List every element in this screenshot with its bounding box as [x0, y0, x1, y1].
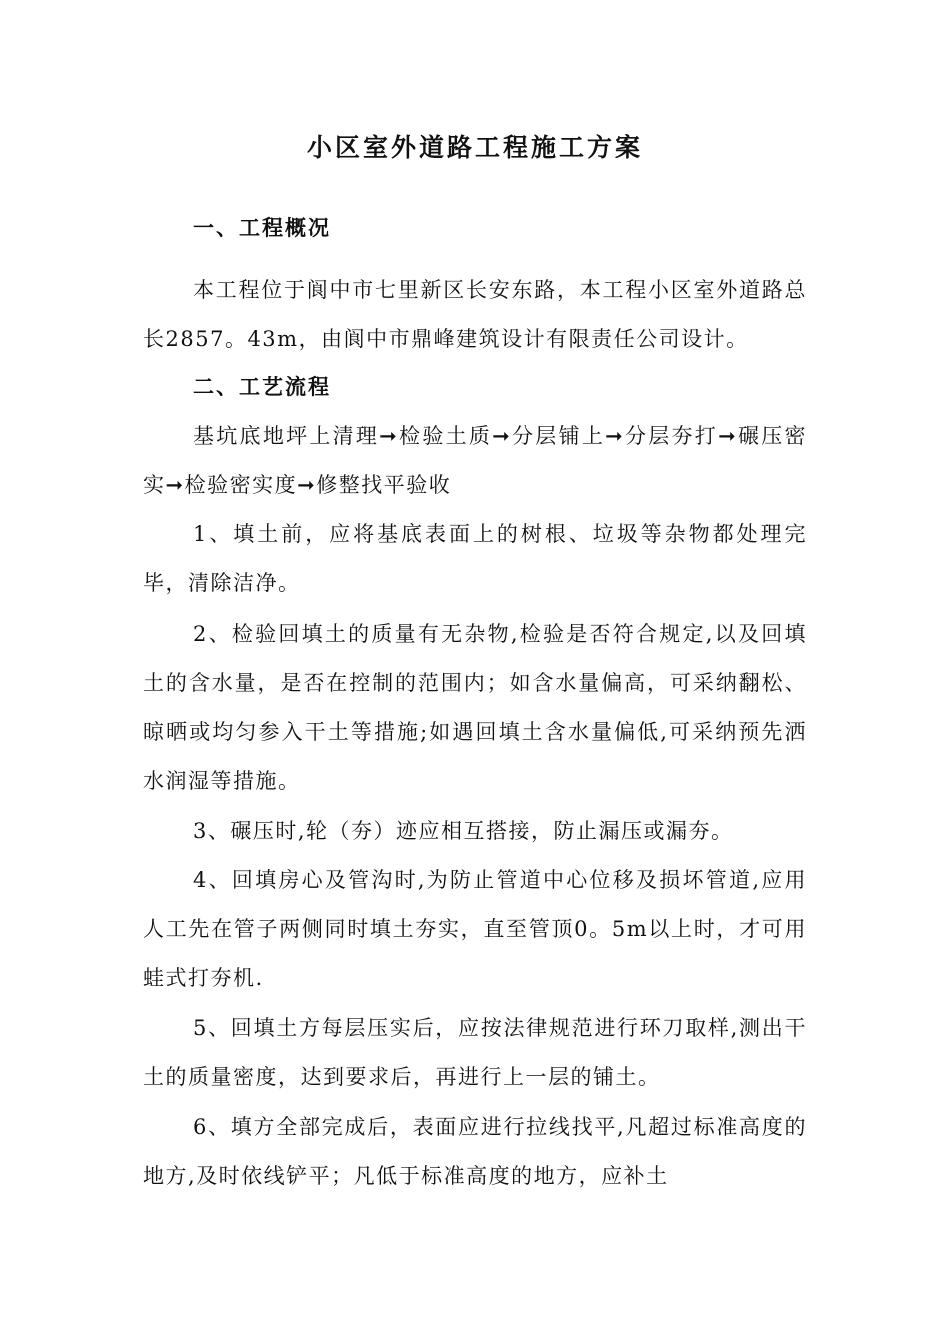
- process-item-3: 3、碾压时,轮（夯）迹应相互搭接，防止漏压或漏夯。: [193, 819, 734, 843]
- process-flow-paragraph: 基坑底地坪上清理➞检验土质➞分层铺上➞分层夯打➞碾压密实➞检验密实度➞修整找平验收: [143, 424, 807, 497]
- process-item-4: 4、回填房心及管沟时,为防止管道中心位移及损坏管道,应用人工先在管子两侧同时填土夯实，直至管顶0。5m以上时，才可用蛙式打夯机.: [143, 868, 807, 990]
- process-item-6: 6、填方全部完成后，表面应进行拉线找平,凡超过标准高度的地方,及时依线铲平；凡低于标准高度的地方，应补土: [143, 1115, 807, 1188]
- process-item-1: 1、填土前，应将基底表面上的树根、垃圾等杂物都处理完毕，清除洁净。: [143, 522, 807, 595]
- document-title: 小区室外道路工程施工方案: [306, 133, 643, 162]
- process-item-5: 5、回填土方每层压实后，应按法律规范进行环刀取样,测出干土的质量密度，达到要求后，再进行上一层的铺土。: [143, 1016, 807, 1089]
- section-heading-process: 二、工艺流程: [193, 374, 331, 399]
- process-item-2: 2、检验回填土的质量有无杂物,检验是否符合规定,以及回填土的含水量，是否在控制的范围内；如含水量偏高，可采纳翻松、晾晒或均匀参入干土等措施;如遇回填土含水量偏低,可采纳预先洒水润湿等措施。: [143, 622, 807, 793]
- section-heading-overview: 一、工程概况: [193, 215, 331, 240]
- overview-paragraph: 本工程位于阆中市七里新区长安东路，本工程小区室外道路总长2857。43m，由阆中市鼎峰建筑设计有限责任公司设计。: [143, 278, 807, 351]
